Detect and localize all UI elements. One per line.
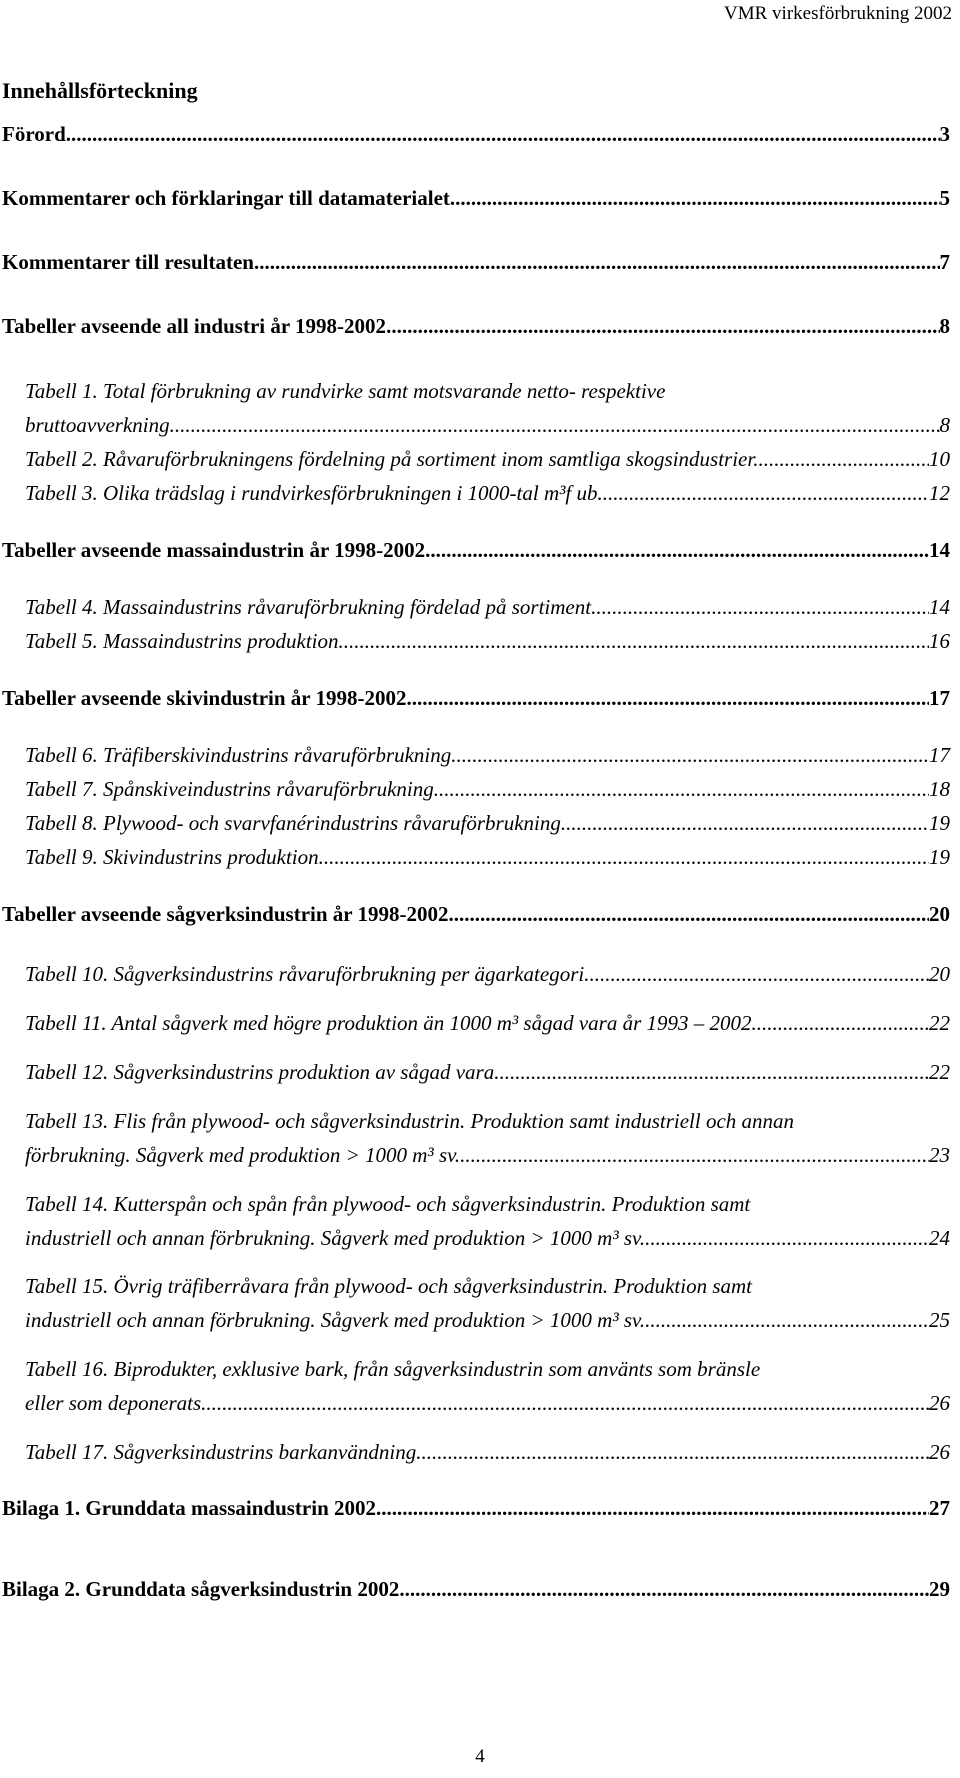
toc-entry-text-line1: Tabell 13. Flis från plywood- och sågverksindustrin. Produktion samt industriell och annan (25, 1109, 795, 1133)
toc-entry-text: Tabell 6. Träfiberskivindustrins råvaruförbrukning. (25, 743, 457, 767)
dot-leader (566, 806, 929, 840)
toc-entry-page: 26 (929, 1440, 950, 1464)
toc-entry-bilaga-1[interactable] (2, 1491, 950, 1525)
toc-entry-text: Tabell 9. Skivindustrins produktion. (25, 845, 324, 869)
toc-entry-page: 29 (929, 1577, 950, 1601)
dot-leader (591, 590, 929, 624)
dot-leader (439, 772, 929, 806)
toc-entry-tabell-3[interactable] (25, 476, 950, 510)
toc-entry-tabell-16[interactable] (25, 1352, 950, 1420)
toc-entry-text: förbrukning. Sågverk med produktion > 1000 m³ sv. (25, 1143, 461, 1167)
dot-leader (603, 476, 929, 510)
dot-leader (589, 957, 929, 991)
toc-entry-text: Kommentarer och förklaringar till datamaterialet (2, 186, 450, 210)
dot-leader (206, 1386, 929, 1420)
toc-entry-text: Förord (2, 122, 66, 146)
toc-entry-text: bruttoavverkning. (25, 413, 175, 437)
toc-entry-page: 3 (939, 122, 950, 146)
toc-entry-text: Tabell 12. Sågverksindustrins produktion av sågad vara. (25, 1060, 500, 1084)
dot-leader (457, 738, 929, 772)
toc-entry-page: 24 (929, 1226, 950, 1250)
toc-entry-tabell-9[interactable] (25, 840, 950, 874)
dot-leader (381, 1491, 929, 1525)
toc-entry-page: 23 (929, 1143, 950, 1167)
toc-entry-kommentarer-resultaten[interactable] (2, 245, 950, 279)
toc-entry-page: 12 (929, 481, 950, 505)
toc-entry-text: Tabell 5. Massaindustrins produktion. (25, 629, 344, 653)
toc-entry-tabell-12[interactable] (25, 1055, 950, 1089)
running-header: VMR virkesförbrukning 2002 (724, 3, 952, 24)
toc-entry-text: industriell och annan förbrukning. Sågverk med produktion > 1000 m³ sv. (25, 1226, 646, 1250)
dot-leader (324, 840, 929, 874)
toc-entry-text: industriell och annan förbrukning. Sågverk med produktion > 1000 m³ sv. (25, 1308, 646, 1332)
toc-title: Innehållsförteckning (2, 78, 198, 103)
toc-entry-text: Tabeller avseende skivindustrin år 1998-2002 (2, 686, 407, 710)
toc-entry-page: 20 (929, 902, 950, 926)
toc-entry-tabell-17[interactable] (25, 1435, 950, 1469)
toc-entry-page: 18 (929, 777, 950, 801)
toc-entry-text: Tabell 7. Spånskiveindustrins råvaruförbrukning. (25, 777, 439, 801)
dot-leader (645, 1303, 929, 1337)
toc-entry-tabell-4[interactable] (25, 590, 950, 624)
toc-entry-text: Tabell 11. Antal sågverk med högre produktion än 1000 m³ sågad vara år 1993 – 2002 (25, 1011, 752, 1035)
toc-entry-page: 27 (929, 1496, 950, 1520)
toc-entry-tabell-5[interactable] (25, 624, 950, 658)
toc-entry-sagverksindustrin[interactable] (2, 897, 950, 931)
toc-entry-page: 26 (929, 1391, 950, 1415)
toc-entry-tabell-1[interactable] (25, 374, 950, 442)
toc-entry-text: eller som deponerats. (25, 1391, 207, 1415)
toc-entry-massaindustrin[interactable] (2, 533, 950, 567)
dot-leader (460, 1138, 929, 1172)
dot-leader (499, 1055, 929, 1089)
toc-entry-page: 25 (929, 1308, 950, 1332)
toc-entry-page: 19 (929, 845, 950, 869)
toc-entry-text-line1: Tabell 1. Total förbrukning av rundvirke samt motsvarande netto- respektive (25, 379, 666, 403)
toc-entry-tabell-8[interactable] (25, 806, 950, 840)
toc-entry-skivindustrin[interactable] (2, 681, 950, 715)
toc-entry-page: 10 (929, 447, 950, 471)
dot-leader (386, 309, 939, 343)
toc-entry-page: 5 (939, 186, 950, 210)
toc-entry-all-industri[interactable] (2, 309, 950, 343)
dot-leader (421, 1435, 929, 1469)
toc-entry-page: 8 (939, 413, 950, 437)
toc-entry-page: 17 (929, 686, 950, 710)
toc-entry-page: 22 (929, 1060, 950, 1084)
toc-entry-text: Tabell 17. Sågverksindustrins barkanvändning. (25, 1440, 422, 1464)
dot-leader (758, 442, 929, 476)
dot-leader (752, 1006, 930, 1040)
toc-entry-page: 8 (939, 314, 950, 338)
toc-entry-bilaga-2[interactable] (2, 1572, 950, 1606)
toc-entry-text: Kommentarer till resultaten (2, 250, 254, 274)
dot-leader (66, 117, 940, 151)
toc-entry-page: 20 (929, 962, 950, 986)
toc-entry-text: Tabell 10. Sågverksindustrins råvaruförbrukning per ägarkategori. (25, 962, 590, 986)
toc-entry-tabell-6[interactable] (25, 738, 950, 772)
dot-leader (454, 897, 929, 931)
page-number: 4 (475, 1746, 485, 1767)
toc-entry-tabell-15[interactable] (25, 1269, 950, 1337)
toc-entry-page: 14 (929, 595, 950, 619)
toc-entry-text: Tabell 8. Plywood- och svarvfanérindustrins råvaruförbrukning. (25, 811, 567, 835)
dot-leader (645, 1221, 929, 1255)
toc-entry-text: Tabell 4. Massaindustrins råvaruförbrukning fördelad på sortiment (25, 595, 592, 619)
toc-entry-page: 14 (929, 538, 950, 562)
toc-entry-text: Tabeller avseende sågverksindustrin år 1998-2002. (2, 902, 454, 926)
toc-entry-tabell-2[interactable] (25, 442, 950, 476)
dot-leader (405, 1572, 929, 1606)
toc-entry-text-line1: Tabell 15. Övrig träfiberråvara från plywood- och sågverksindustrin. Produktion samt (25, 1274, 753, 1298)
dot-leader (254, 245, 940, 279)
dot-leader (425, 533, 929, 567)
toc-entry-tabell-14[interactable] (25, 1187, 950, 1255)
dot-leader (407, 681, 930, 715)
toc-entry-page: 16 (929, 629, 950, 653)
toc-entry-page: 7 (939, 250, 950, 274)
toc-entry-forord[interactable] (2, 117, 950, 151)
toc-entry-text: Bilaga 1. Grunddata massaindustrin 2002. (2, 1496, 382, 1520)
toc-entry-tabell-13[interactable] (25, 1104, 950, 1172)
toc-entry-text-line1: Tabell 16. Biprodukter, exklusive bark, från sågverksindustrin som använts som bränsle (25, 1357, 761, 1381)
toc-entry-tabell-10[interactable] (25, 957, 950, 991)
dot-leader (344, 624, 929, 658)
toc-entry-text: Bilaga 2. Grunddata sågverksindustrin 2002. (2, 1577, 405, 1601)
dot-leader (175, 408, 940, 442)
toc-entry-text: Tabeller avseende massaindustrin år 1998-2002 (2, 538, 426, 562)
toc-entry-tabell-11[interactable] (25, 1006, 950, 1040)
toc-entry-kommentarer-datamaterialet[interactable] (2, 181, 950, 215)
toc-entry-page: 19 (929, 811, 950, 835)
toc-entry-text: Tabeller avseende all industri år 1998-2002 (2, 314, 387, 338)
toc-entry-text: Tabell 2. Råvaruförbrukningens fördelning på sortiment inom samtliga skogsindustrier. (25, 447, 759, 471)
toc-entry-page: 17 (929, 743, 950, 767)
dot-leader (450, 181, 940, 215)
toc-entry-text-line1: Tabell 14. Kutterspån och spån från plywood- och sågverksindustrin. Produktion samt (25, 1192, 751, 1216)
toc-entry-text: Tabell 3. Olika trädslag i rundvirkesförbrukningen i 1000-tal m³f ub. (25, 481, 603, 505)
toc-entry-page: 22 (929, 1011, 950, 1035)
toc-entry-tabell-7[interactable] (25, 772, 950, 806)
